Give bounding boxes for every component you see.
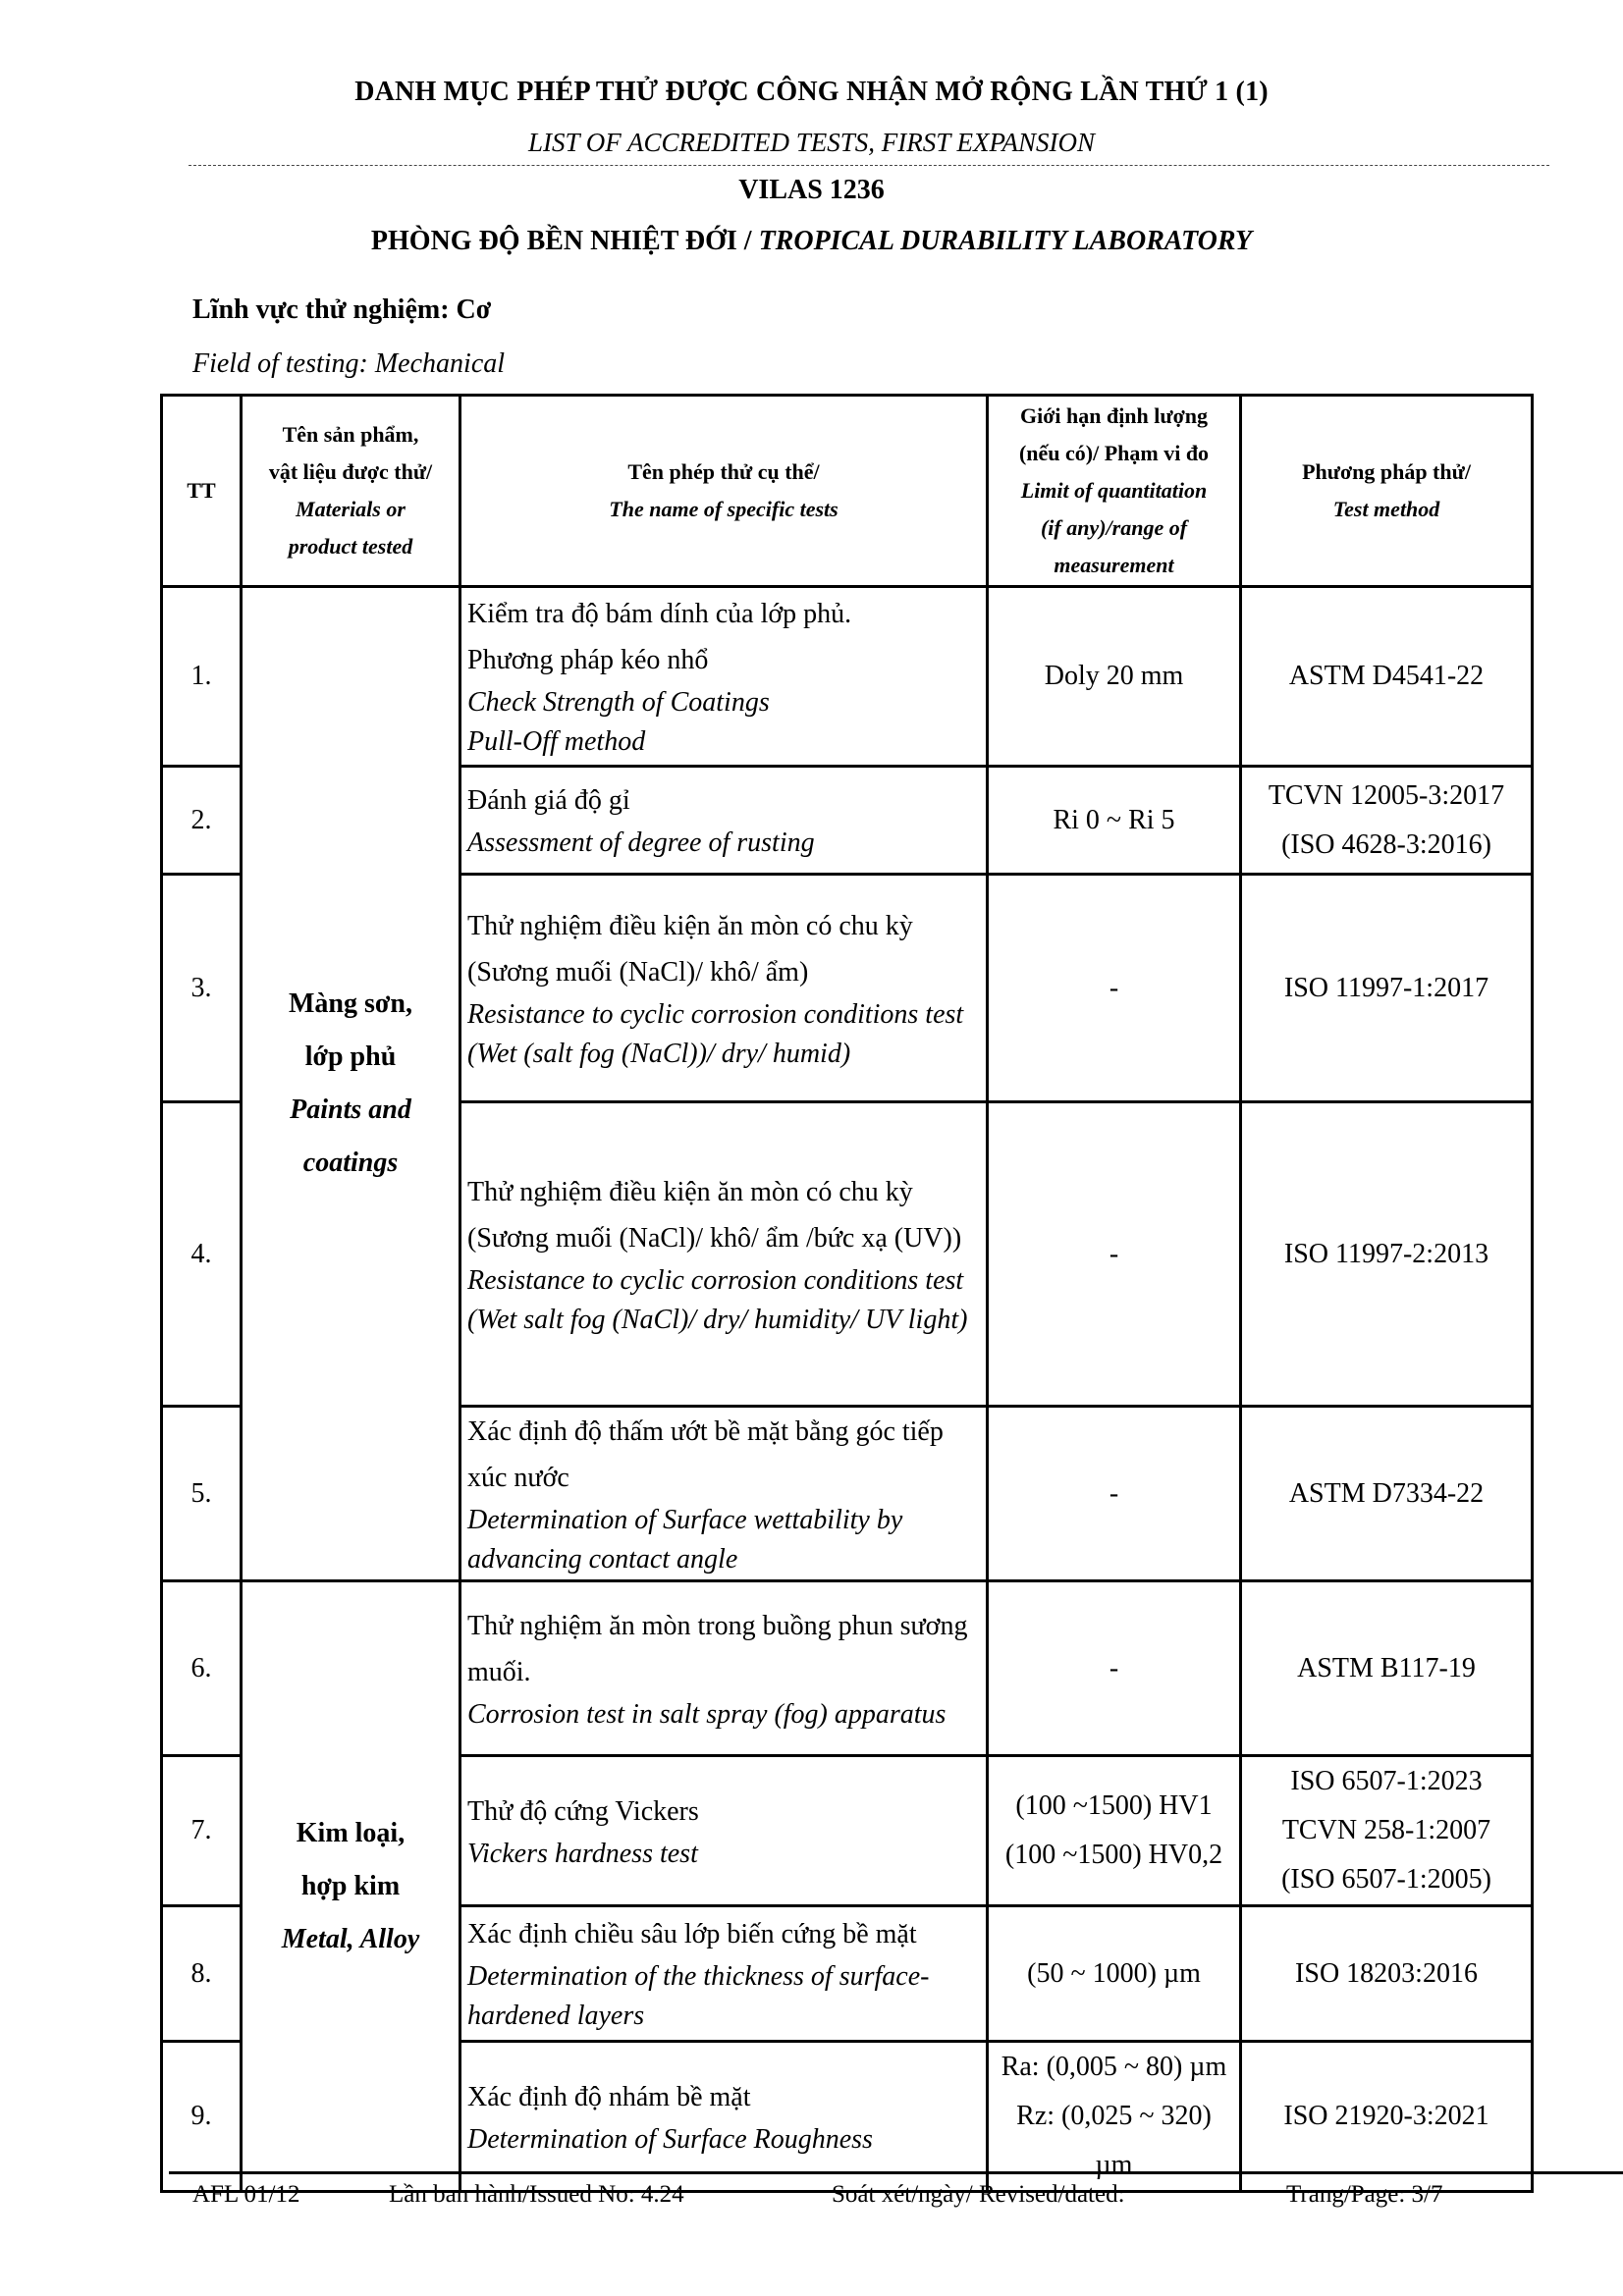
material-name-en: Paints and xyxy=(290,1095,411,1125)
test-name-cell xyxy=(460,767,988,875)
table-body xyxy=(162,587,1533,2192)
header-limit-vi-line: (nếu có)/ Phạm vi đo xyxy=(1018,441,1210,465)
table-row xyxy=(162,587,1533,767)
row-number: 3. xyxy=(162,875,242,1102)
test-name-vi: Xác định độ thấm ướt bề mặt bằng góc tiếp xúc nước xyxy=(467,1415,944,1493)
laboratory-name-en: TROPICAL DURABILITY LABORATORY xyxy=(758,226,1253,256)
test-name-en: Determination of Surface Roughness xyxy=(467,2123,873,2155)
material-name-vi: Màng sơn, xyxy=(289,988,412,1019)
test-name-cell xyxy=(460,1407,988,1581)
footer-revised-date: Soát xét/ngày/ Revised/dated: xyxy=(832,2181,1125,2208)
method-value: ISO 11997-2:2013 xyxy=(1283,1238,1489,1269)
test-name-cell xyxy=(460,587,988,767)
material-group-cell xyxy=(242,587,460,1581)
header-limit-en-line: measurement xyxy=(1054,553,1174,577)
method-value: ASTM D7334-22 xyxy=(1288,1477,1485,1509)
test-name-en: Resistance to cyclic corrosion conditions test xyxy=(467,998,964,1030)
footer-form-code: AFL 01/12 xyxy=(192,2181,300,2208)
header-material xyxy=(242,396,460,587)
header-material-en-line: Materials or xyxy=(296,497,406,521)
test-name-en: Pull-Off method xyxy=(467,726,646,757)
method-cell xyxy=(1241,1407,1533,1581)
table-header-row xyxy=(162,396,1533,587)
footer-page-number: Trang/Page: 3/7 xyxy=(1286,2181,1443,2208)
test-name-en: Determination of Surface wettability by advancing contact angle xyxy=(467,1504,903,1575)
method-value: ISO 11997-1:2017 xyxy=(1283,972,1489,1003)
row-number: 8. xyxy=(162,1906,242,2042)
header-limit xyxy=(988,396,1241,587)
limit-value: - xyxy=(1109,1652,1119,1683)
method-cell xyxy=(1241,875,1533,1102)
method-value: ISO 21920-3:2021 xyxy=(1283,2101,1489,2131)
limit-cell xyxy=(988,1407,1241,1581)
test-name-vi: Thử nghiệm điều kiện ăn mòn có chu kỳ xyxy=(467,1176,913,1207)
method-value: ISO 6507-1:2023 xyxy=(1290,1766,1483,1796)
test-name-cell xyxy=(460,1102,988,1407)
header-limit-en-line: (if any)/range of xyxy=(1040,515,1188,540)
row-number: 5. xyxy=(162,1407,242,1581)
limit-cell xyxy=(988,875,1241,1102)
test-name-en: Check Strength of Coatings xyxy=(467,687,770,718)
method-value: ASTM D4541-22 xyxy=(1288,661,1485,691)
test-name-en: Assessment of degree of rusting xyxy=(467,828,815,858)
test-name-en: Vickers hardness test xyxy=(467,1838,698,1869)
header-method-en: Test method xyxy=(1332,497,1440,521)
header-tt: TT xyxy=(162,396,242,587)
limit-cell xyxy=(988,587,1241,767)
header-method xyxy=(1241,396,1533,587)
field-of-testing-en: Field of testing: Mechanical xyxy=(192,348,506,379)
limit-value: - xyxy=(1109,1477,1119,1509)
test-name-cell xyxy=(460,875,988,1102)
material-name-en: coatings xyxy=(302,1148,399,1178)
material-group-cell xyxy=(242,1581,460,2192)
limit-value: - xyxy=(1109,972,1119,1003)
test-name-vi: Xác định chiều sâu lớp biến cứng bề mặt xyxy=(467,1919,917,1949)
row-number: 6. xyxy=(162,1581,242,1756)
method-value: ASTM B117-19 xyxy=(1297,1652,1476,1683)
laboratory-name-vi: PHÒNG ĐỘ BỀN NHIỆT ĐỚI / xyxy=(370,226,759,256)
limit-cell xyxy=(988,1906,1241,2042)
test-name-cell xyxy=(460,1581,988,1756)
limit-value: Rz: (0,025 ~ 320) µm xyxy=(1016,2101,1212,2180)
row-number: 4. xyxy=(162,1102,242,1407)
method-value: (ISO 6507-1:2005) xyxy=(1281,1864,1491,1895)
method-value: ISO 18203:2016 xyxy=(1295,1957,1478,1989)
material-name-vi: Kim loại, xyxy=(296,1817,406,1848)
material-name-en: Metal, Alloy xyxy=(281,1923,420,1954)
test-name-cell xyxy=(460,1756,988,1906)
limit-cell xyxy=(988,1756,1241,1906)
header-test-name xyxy=(460,396,988,587)
header-method-vi: Phương pháp thử/ xyxy=(1302,459,1471,484)
limit-cell xyxy=(988,1102,1241,1407)
header-test-name-en: The name of specific tests xyxy=(609,497,839,521)
method-value: TCVN 258-1:2007 xyxy=(1281,1815,1491,1845)
method-cell xyxy=(1241,587,1533,767)
field-of-testing-vi: Lĩnh vực thử nghiệm: Cơ xyxy=(192,294,492,325)
document-subtitle: LIST OF ACCREDITED TESTS, FIRST EXPANSION xyxy=(527,128,1096,157)
test-name-cell xyxy=(460,2042,988,2192)
test-name-en: Corrosion test in salt spray (fog) apparatus xyxy=(467,1698,947,1730)
limit-value: (100 ~1500) HV1 xyxy=(1015,1790,1213,1821)
method-value: (ISO 4628-3:2016) xyxy=(1281,828,1491,860)
limit-value: Ra: (0,005 ~ 80) µm xyxy=(1001,2052,1227,2082)
footer-divider xyxy=(169,2171,1623,2174)
test-name-en: Determination of the thickness of surface-hardened layers xyxy=(467,1961,930,2031)
dashed-divider xyxy=(189,165,1549,166)
accredited-tests-table xyxy=(160,394,1534,2193)
footer-issued-no: Lần ban hành/Issued No: 4.24 xyxy=(389,2181,684,2208)
row-number: 7. xyxy=(162,1756,242,1906)
document-title: DANH MỤC PHÉP THỬ ĐƯỢC CÔNG NHẬN MỞ RỘNG LẦN THỨ 1 (1) xyxy=(354,77,1269,107)
header-test-name-vi: Tên phép thử cụ thể/ xyxy=(627,459,820,484)
limit-cell xyxy=(988,767,1241,875)
method-value: TCVN 12005-3:2017 xyxy=(1268,779,1505,811)
test-name-en: (Wet salt fog (NaCl)/ dry/ humidity/ UV light) xyxy=(467,1304,968,1335)
limit-value: - xyxy=(1109,1238,1119,1269)
header-material-en-line: product tested xyxy=(288,534,413,559)
limit-value: (100 ~1500) HV0,2 xyxy=(1004,1840,1223,1870)
limit-value: Doly 20 mm xyxy=(1044,661,1184,691)
method-cell xyxy=(1241,1906,1533,2042)
method-cell xyxy=(1241,767,1533,875)
test-name-vi: Đánh giá độ gỉ xyxy=(467,785,630,816)
vilas-number: VILAS 1236 xyxy=(738,175,885,205)
test-name-vi: Phương pháp kéo nhổ xyxy=(467,645,709,675)
header-material-vi-line: Tên sản phẩm, xyxy=(282,422,419,447)
test-name-en: Resistance to cyclic corrosion conditions test xyxy=(467,1264,964,1296)
test-name-vi: Thử độ cứng Vickers xyxy=(467,1795,699,1827)
table-row xyxy=(162,1581,1533,1756)
header-material-vi-line: vật liệu được thử/ xyxy=(268,459,433,484)
limit-cell xyxy=(988,1581,1241,1756)
row-number: 1. xyxy=(162,587,242,767)
method-cell xyxy=(1241,1102,1533,1407)
test-name-vi: Xác định độ nhám bề mặt xyxy=(467,2081,751,2112)
test-name-vi: (Sương muối (NaCl)/ khô/ ẩm) xyxy=(467,956,809,988)
header-limit-vi-line: Giới hạn định lượng xyxy=(1019,403,1209,428)
test-name-cell xyxy=(460,1906,988,2042)
test-name-vi: (Sương muối (NaCl)/ khô/ ẩm /bức xạ (UV)) xyxy=(467,1222,962,1254)
limit-value: (50 ~ 1000) µm xyxy=(1027,1957,1201,1989)
limit-cell xyxy=(988,2042,1241,2192)
laboratory-name xyxy=(0,226,1623,257)
method-cell xyxy=(1241,2042,1533,2192)
method-cell xyxy=(1241,1756,1533,1906)
test-name-vi: Kiểm tra độ bám dính của lớp phủ. xyxy=(467,599,852,629)
material-name-vi: lớp phủ xyxy=(304,1041,397,1072)
row-number: 9. xyxy=(162,2042,242,2192)
method-cell xyxy=(1241,1581,1533,1756)
test-name-en: (Wet (salt fog (NaCl))/ dry/ humid) xyxy=(467,1038,851,1069)
header-limit-en-line: Limit of quantitation xyxy=(1020,478,1208,503)
material-name-vi: hợp kim xyxy=(300,1870,401,1901)
row-number: 2. xyxy=(162,767,242,875)
test-name-vi: Thử nghiệm ăn mòn trong buồng phun sương muối. xyxy=(467,1610,968,1687)
limit-value: Ri 0 ~ Ri 5 xyxy=(1053,804,1175,835)
test-name-vi: Thử nghiệm điều kiện ăn mòn có chu kỳ xyxy=(467,910,913,941)
